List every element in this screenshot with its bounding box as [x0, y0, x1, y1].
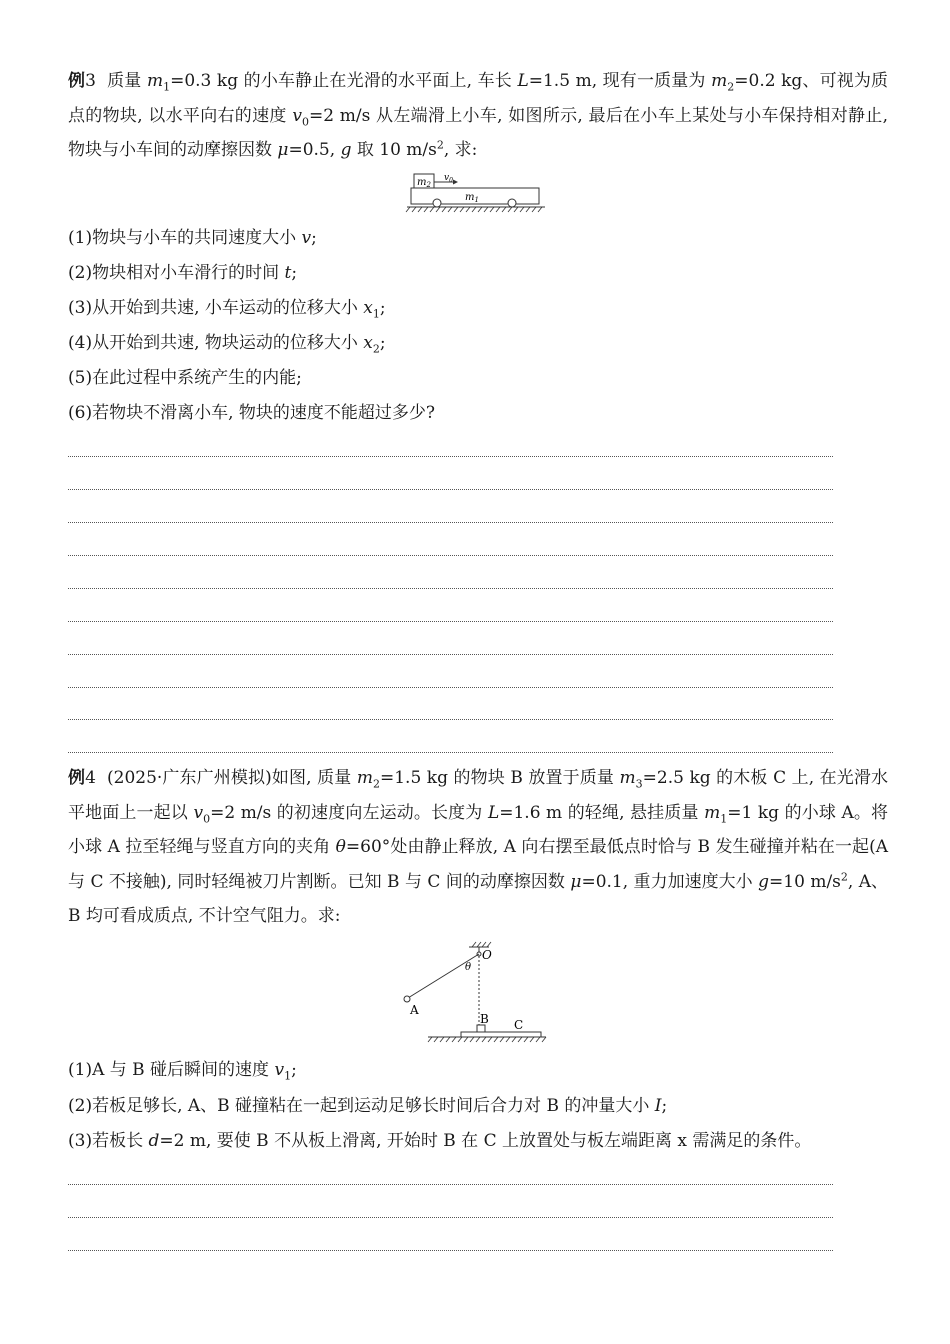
answer-line: [68, 489, 833, 490]
example-label: 例: [68, 71, 86, 91]
block-b-label: B: [480, 1012, 489, 1026]
ex3-question-1: (1)物块与小车的共同速度大小 v;: [68, 228, 317, 248]
answer-line: [68, 654, 833, 655]
ex3-question-2: (2)物块相对小车滑行的时间 t;: [68, 263, 298, 283]
angle-label: θ: [465, 962, 472, 973]
ceiling-hatching: [472, 942, 491, 947]
ex4-question-1: (1)A 与 B 碰后瞬间的速度 $v_1$;: [68, 1060, 297, 1083]
cart-wheel-left: [433, 199, 441, 207]
pivot-label: O: [482, 948, 492, 962]
ball-a-label: A: [410, 1003, 419, 1017]
ground-hatching: [406, 207, 542, 212]
cart-block-figure: [405, 170, 550, 214]
answer-line: [68, 719, 833, 720]
answer-line: [68, 522, 833, 523]
rope: [408, 954, 479, 998]
example-4-statement: 例4 (2025·广东广州模拟)如图, 质量 $m_2=1.5$ kg 的物块 B 放置于质量 $m_3=2.5$ kg 的木板 C 上, 在光滑水平地面上一起以 $v_0=2$ m/s 的初速度向左运动。长度为 L=1.6 m 的轻绳, 悬挂质量 $m_1=1$ kg 的小球 A。将小球 A 拉至轻绳与竖直方向的夹角 θ=60°处由静止释放, A 向右摆至最低点时恰与 B 发生碰撞并粘在一起(A 与 C 不接触), 同时轻绳被刀片割断。已知 B 与 C 间的动摩擦因数 μ=0.1, 重力加速度大小 g=10 $m/s^2$, A、B 均可看成质点, 不计空气阻力。求:: [68, 768, 889, 926]
example-3-statement: 例3 质量 $m_1=0.3$ kg 的小车静止在光滑的水平面上, 车长 L=1.5 m, 现有一质量为 $m_2=0.2$ kg、可视为质点的物块, 以水平向右的速度 $v_0=2$ m/s 从左端滑上小车, 如图所示, 最后在小车上某处与小车保持相对静止, 物块与小车间的动摩擦因数 μ=0.5, g 取 10 $m/s^2$, 求:: [68, 71, 889, 160]
answer-line: [68, 621, 833, 622]
ex4-question-3: (3)若板长 d=2 m, 要使 B 不从板上滑离, 开始时 B 在 C 上放置处与板左端距离 x 需满足的条件。: [68, 1131, 812, 1151]
ex3-question-3: (3)从开始到共速, 小车运动的位移大小 $x_1$;: [68, 298, 386, 321]
ex3-question-4: (4)从开始到共速, 物块运动的位移大小 $x_2$;: [68, 333, 386, 356]
ex4-question-2: (2)若板足够长, A、B 碰撞粘在一起到运动足够长时间后合力对 B 的冲量大小 I;: [68, 1096, 668, 1116]
answer-line: [68, 687, 833, 688]
example-label: 例: [68, 768, 86, 788]
board-c: [461, 1032, 541, 1037]
ex3-question-5: (5)在此过程中系统产生的内能;: [68, 368, 302, 388]
answer-line: [68, 555, 833, 556]
arrow-head-icon: [453, 180, 458, 185]
answer-line: [68, 1217, 833, 1218]
block-label: $m_2$: [417, 177, 431, 189]
answer-line: [68, 1250, 833, 1251]
answer-line: [68, 752, 833, 753]
ground-hatching: [428, 1037, 546, 1042]
velocity-label: $v_0$: [444, 173, 453, 184]
ball-a: [404, 996, 410, 1002]
board-c-label: C: [514, 1018, 524, 1032]
answer-line: [68, 456, 833, 457]
pendulum-board-figure: [398, 940, 553, 1046]
answer-line: [68, 588, 833, 589]
answer-line: [68, 1184, 833, 1185]
cart-label: $m_1$: [465, 192, 479, 204]
block-b: [477, 1025, 485, 1032]
ex3-question-6: (6)若物块不滑离小车, 物块的速度不能超过多少?: [68, 403, 436, 423]
cart-wheel-right: [508, 199, 516, 207]
